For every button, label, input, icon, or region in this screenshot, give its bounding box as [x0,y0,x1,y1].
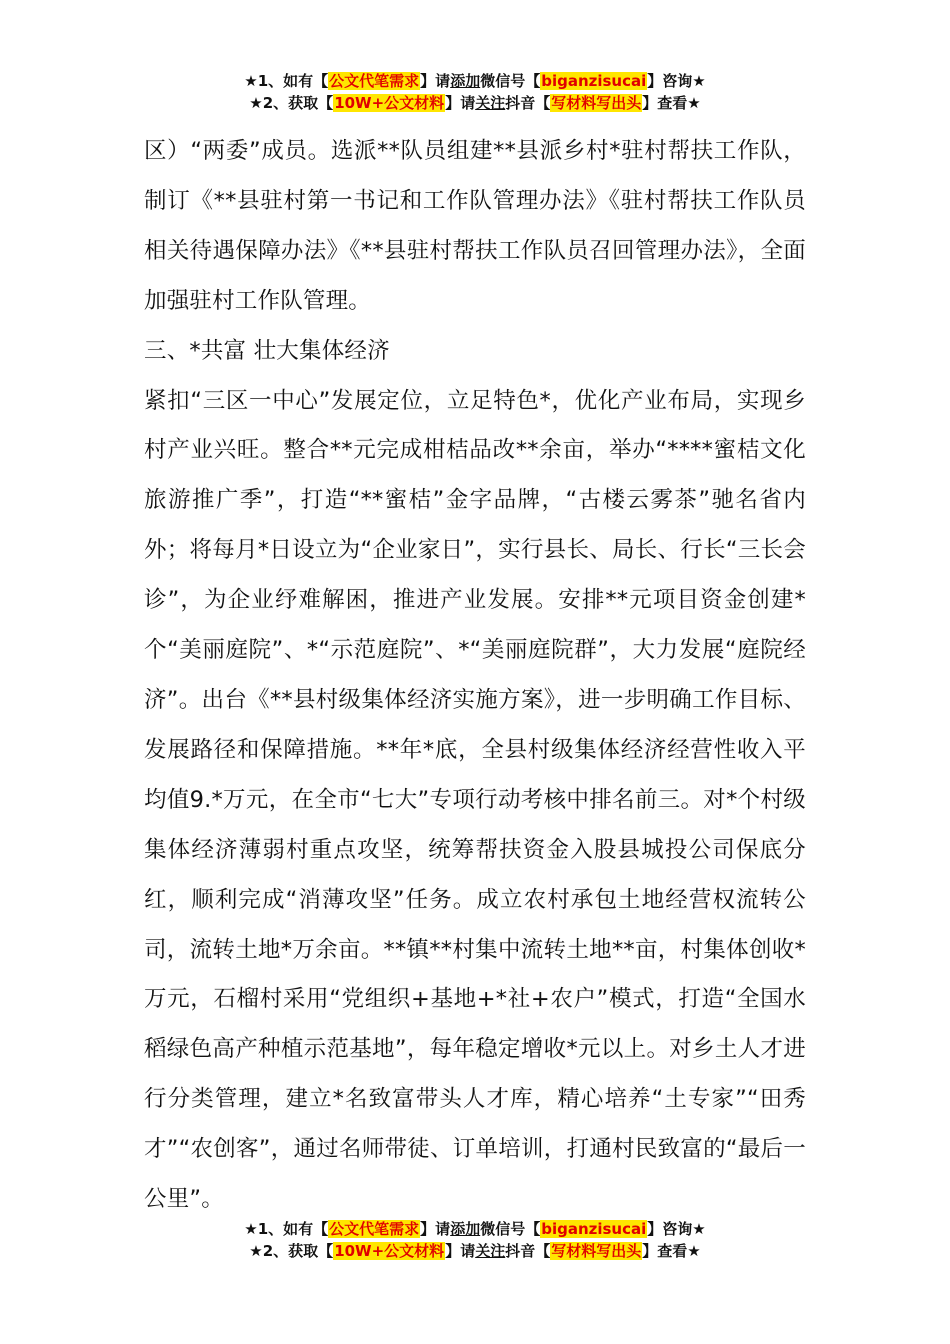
wechat-id: biganzisucai [541,1220,647,1238]
douyin-account: 写材料写出头 [551,94,642,112]
emphasis-text: 关注 [475,94,506,112]
banner-line-1 [0,1218,950,1240]
banner-text: 】请 [445,1242,476,1260]
douyin-account: 写材料写出头 [551,1242,642,1260]
banner-text: ★2、获取【 [249,94,334,112]
banner-text: 抖音【 [505,94,551,112]
document-body [144,127,806,1225]
footer-banner [0,1218,950,1262]
emphasis-text: 添加 [450,1220,481,1238]
banner-text: 】咨询★ [647,72,706,90]
banner-line-1 [0,70,950,92]
emphasis-text: 关注 [475,1242,506,1260]
section-heading: 三、*共富 壮大集体经济 [144,337,390,364]
highlight-text: 公文代笔需求 [329,1220,420,1238]
header-banner [0,70,950,114]
highlight-text: 公文代笔需求 [329,72,420,90]
banner-text: ★1、如有【 [244,72,329,90]
banner-line-2 [0,1240,950,1262]
banner-text: 】请 [420,72,451,90]
highlight-text: 10W+公文材料 [334,94,445,112]
wechat-id: biganzisucai [541,72,647,90]
banner-text: 微信号【 [480,72,541,90]
banner-text: 】请 [420,1220,451,1238]
highlight-text: 10W+公文材料 [334,1242,445,1260]
banner-text: 】请 [445,94,476,112]
banner-text: ★2、获取【 [249,1242,334,1260]
banner-text: 】查看★ [642,1242,701,1260]
emphasis-text: 添加 [450,72,481,90]
paragraph: 紧扣“三区一中心”发展定位，立足特色*，优化产业布局，实现乡村产业兴旺。整合**元完成柑桔品改**余亩，举办“****蜜桔文化旅游推广季”，打造“**蜜桔”金字品牌，“古楼云雾茶”驰名省内外；将每月*日设立为“企业家日”，实行县长、局长、行长“三长会诊”，为企业纾难解困，推进产业发展。安排**元项目资金创建*个“美丽庭院”、*“示范庭院”、*“美丽庭院群”，大力发展“庭院经济”。出台《**县村级集体经济实施方案》，进一步明确工作目标、发展路径和保障措施。**年*底，全县村级集体经济经营性收入平均值9.*万元，在全市“七大”专项行动考核中排名前三。对*个村级集体经济薄弱村重点攻坚，统筹帮扶资金入股县城投公司保底分红，顺利完成“消薄攻坚”任务。成立农村承包土地经营权流转公司，流转土地*万余亩。**镇**村集中流转土地**亩，村集体创收*万元，石榴村采用“党组织+基地+*社+农户”模式，打造“全国水稻绿色高产种植示范基地”，每年稳定增收*元以上。对乡土人才进行分类管理，建立*名致富带头人才库，精心培养“土专家”“田秀才”“农创客”，通过名师带徒、订单培训，打通村民致富的“最后一公里”。 [144,387,806,1213]
banner-text: 微信号【 [480,1220,541,1238]
banner-text: 】咨询★ [647,1220,706,1238]
banner-line-2 [0,92,950,114]
banner-text: 抖音【 [505,1242,551,1260]
banner-text: 】查看★ [642,94,701,112]
paragraph: 区）“两委”成员。选派**队员组建**县派乡村*驻村帮扶工作队，制订《**县驻村第一书记和工作队管理办法》《驻村帮扶工作队员相关待遇保障办法》《**县驻村帮扶工作队员召回管理办法》，全面加强驻村工作队管理。 [144,138,806,314]
banner-text: ★1、如有【 [244,1220,329,1238]
